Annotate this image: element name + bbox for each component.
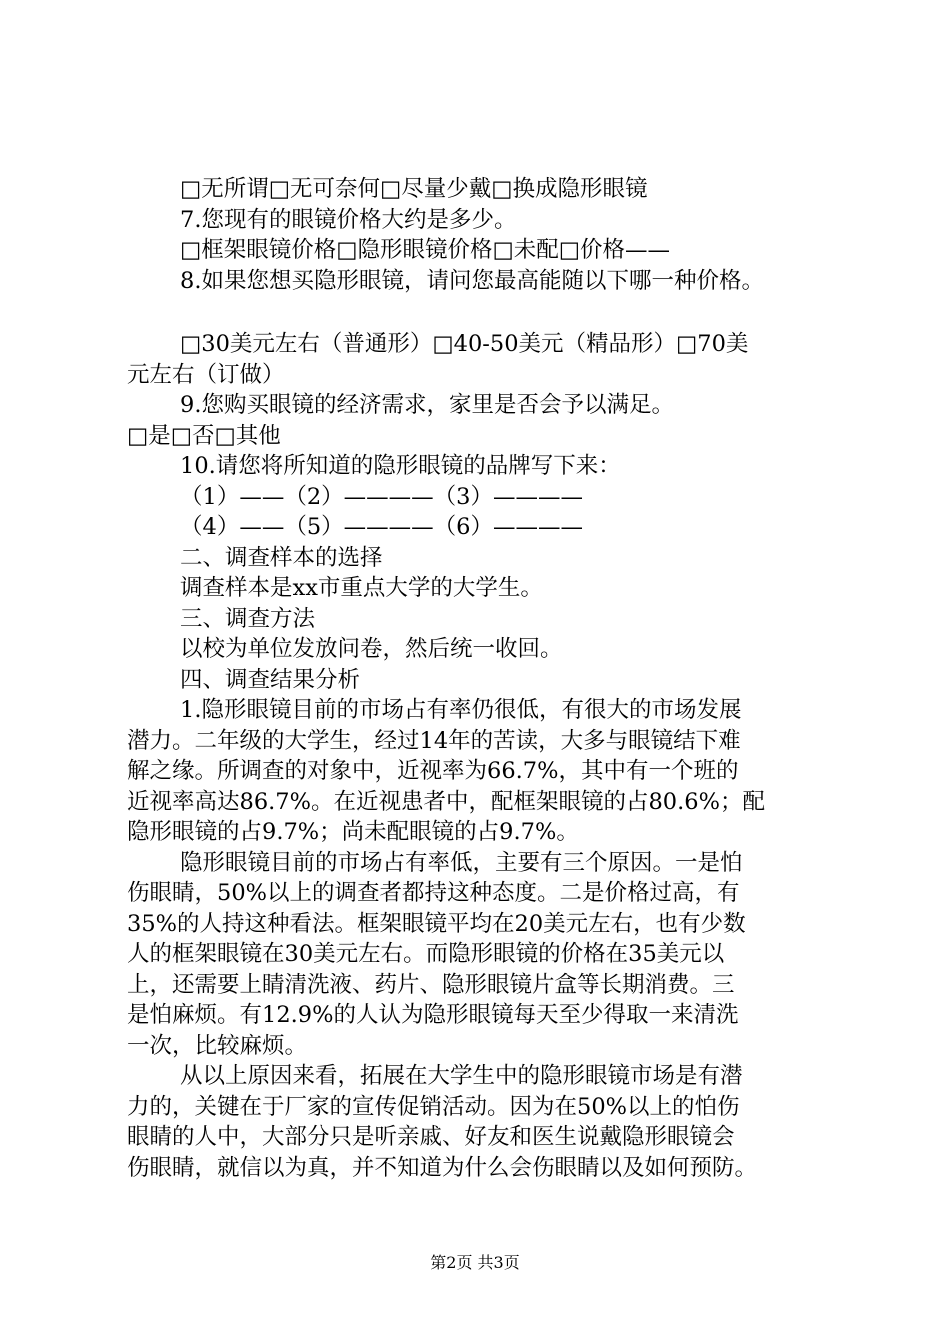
document-body [127,174,840,1183]
sample-heading: 二、调查样本的选择 [180,544,383,571]
analysis-paragraph-2 [127,848,840,1062]
result-heading: 四、调查结果分析 [180,666,361,693]
paragraph-line: 潜力。二年级的大学生，经过14年的苦读，大多与眼镜结下难 [127,727,741,754]
paragraph-line: 35%的人持这种看法。框架眼镜平均在20美元左右，也有少数 [127,910,746,937]
q10-blanks-line1: （1）——（2）————（3）———— [180,483,583,510]
paragraph-line: 人的框架眼镜在30美元左右。而隐形眼镜的价格在35美元以 [127,941,725,967]
paragraph-line: 近视率高达86.7%。在近视患者中，配框架眼镜的占80.6%；配 [127,788,765,815]
analysis-paragraph-3 [127,1061,840,1183]
q10-question: 10.请您将所知道的隐形眼镜的品牌写下来： [180,453,621,479]
q7-question: 7.您现有的眼镜价格大约是多少。 [180,206,517,233]
paragraph-line: 一次，比较麻烦。 [127,1032,308,1059]
q9-options: □是□否□其他 [127,422,281,449]
paragraph-line: 伤眼睛，50%以上的调查者都持这种态度。二是价格过高，有 [127,880,740,906]
q10-blanks-line2: （4）——（5）————（6）———— [180,514,583,540]
paragraph-line: 上，还需要上睛清洗液、药片、隐形眼镜片盒等长期消费。三 [127,971,735,998]
paragraph-line: 隐形眼镜的占9.7%；尚未配眼镜的占9.7%。 [127,819,579,845]
q7-options: □框架眼镜价格□隐形眼镜价格□未配□价格—— [180,237,671,263]
q8-options-line2: 元左右（订做） [127,361,285,388]
page-footer: 第2页 共3页 [430,1253,520,1272]
method-text: 以校为单位发放问卷，然后统一收回。 [180,636,563,662]
paragraph-line: 伤眼睛，就信以为真，并不知道为什么会伤眼睛以及如何预防。 [127,1154,758,1181]
paragraph-line: 1.隐形眼镜目前的市场占有率仍很低，有很大的市场发展 [180,697,742,723]
method-heading: 三、调查方法 [180,605,316,632]
paragraph-line: 眼睛的人中，大部分只是听亲戚、好友和医生说戴隐形眼镜会 [127,1124,735,1150]
q8-question: 8.如果您想买隐形眼镜，请问您最高能随以下哪一种价格。 [180,267,764,294]
q8-options-line1: □30美元左右（普通形）□40-50美元（精品形）□70美 [180,331,749,357]
paragraph-line: 隐形眼镜目前的市场占有率低，主要有三个原因。一是怕 [180,849,743,876]
paragraph-line: 解之缘。所调查的对象中，近视率为66.7%，其中有一个班的 [127,758,739,784]
q6-options: □无所谓□无可奈何□尽量少戴□换成隐形眼镜 [180,176,648,202]
paragraph-line: 从以上原因来看，拓展在大学生中的隐形眼镜市场是有潜 [180,1063,743,1089]
spacer [180,296,840,329]
paragraph-line: 力的，关键在于厂家的宣传促销活动。因为在50%以上的怕伤 [127,1093,740,1120]
analysis-paragraph-1 [127,695,840,848]
sample-text: 调查样本是xx市重点大学的大学生。 [180,575,543,601]
q9-question: 9.您购买眼镜的经济需求，家里是否会予以满足。 [180,392,674,418]
paragraph-line: 是怕麻烦。有12.9%的人认为隐形眼镜每天至少得取一来清洗 [127,1002,739,1028]
